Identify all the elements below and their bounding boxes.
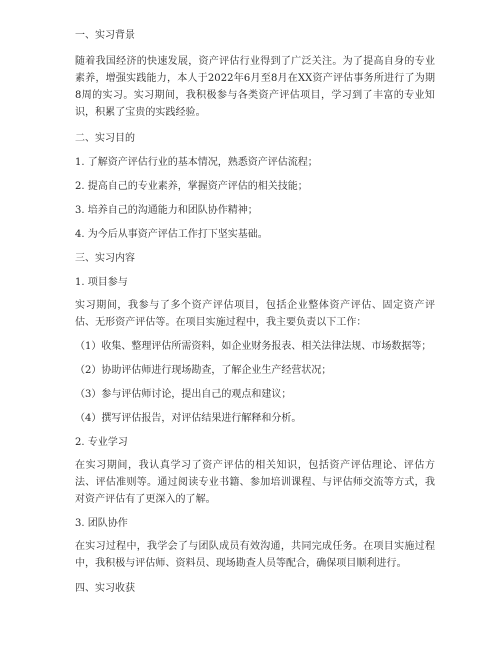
purpose-item: 4. 为今后从事资产评估工作打下坚实基础。 [75,229,268,240]
purpose-item: 3. 培养自己的沟通能力和团队协作精神； [75,205,258,216]
task-item: （2）协助评估师进行现场勘查，了解企业生产经营状况； [75,365,332,376]
subsection-title-projects: 1. 项目参与 [75,277,128,288]
section-heading-content: 三、实习内容 [75,253,135,264]
purpose-item: 2. 提高自己的专业素养，掌握资产评估的相关技能； [75,181,308,192]
section-heading-purpose: 二、实习目的 [75,133,135,144]
section-heading-background: 一、实习背景 [75,30,135,41]
document-body [75,29,435,596]
task-item: （3）参与评估师讨论，提出自己的观点和建议； [75,389,292,400]
task-item: （1）收集、整理评估所需资料，如企业财务报表、相关法律法规、市场数据等； [75,341,432,352]
teamwork-paragraph: 在实习过程中，我学会了与团队成员有效沟通，共同完成任务。在项目实施过程中，我积极与评估师、资料员、现场勘查人员等配合，确保项目顺利进行。 [75,541,435,569]
background-paragraph: 随着我国经济的快速发展，资产评估行业得到了广泛关注。为了提高自身的专业素养，增强实践能力，本人于2022年6月至8月在XX资产评估事务所进行了为期8周的实习。实习期间，我积极参与各类资产评估项目，学习到了丰富的专业知识，积累了宝贵的实践经验。 [75,56,435,118]
purpose-item: 1. 了解资产评估行业的基本情况，熟悉资产评估流程； [75,157,318,168]
projects-paragraph: 实习期间，我参与了多个资产评估项目，包括企业整体资产评估、固定资产评估、无形资产评估等。在项目实施过程中，我主要负责以下工作： [75,300,435,328]
task-item: （4）撰写评估报告，对评估结果进行解释和分析。 [75,413,302,424]
subsection-title-study: 2. 专业学习 [75,437,128,448]
subsection-title-teamwork: 3. 团队协作 [75,518,128,529]
study-paragraph: 在实习期间，我认真学习了资产评估的相关知识，包括资产评估理论、评估方法、评估准则等。通过阅读专业书籍、参加培训课程、与评估师交流等方式，我对资产评估有了更深入的了解。 [75,460,435,505]
section-heading-gains: 四、实习收获 [75,583,135,594]
